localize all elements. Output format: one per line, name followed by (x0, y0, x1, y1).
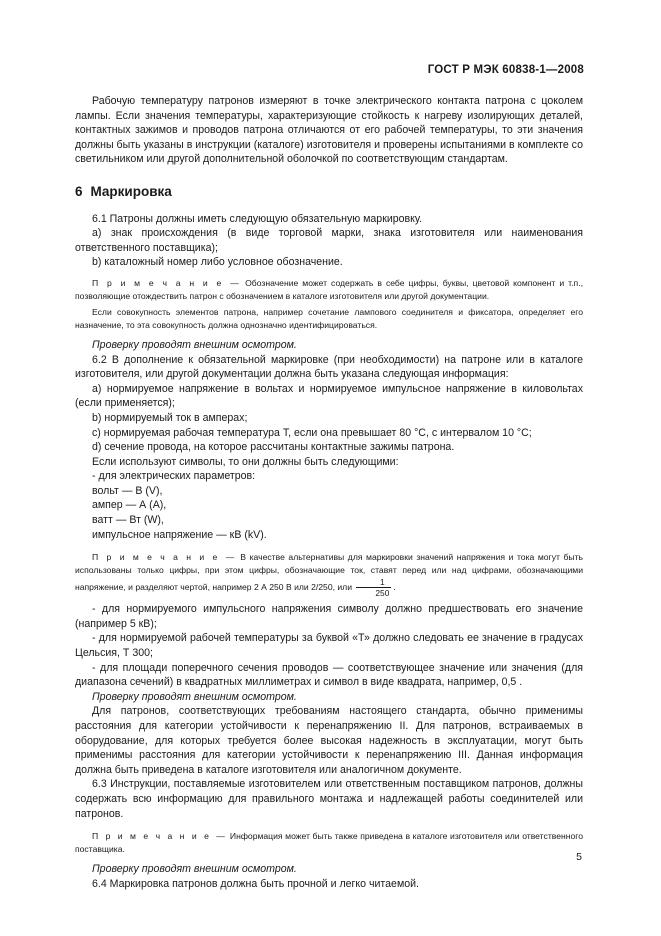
note-6-2 (75, 551, 583, 598)
clause-6-2: 6.2 В дополнение к обязательной маркировке (при необходимости) на патроне или в каталоге изготовителя, или другой документации должна быть указана следующая информация: (75, 353, 583, 381)
category-paragraph: Для патронов, соответствующих требованиям настоящего стандарта, обычно применимы расстояния для категории устойчивости к перенапряжению II. Для патронов, встраиваемых в оборудование, для которых требуется более высокая надежность в эксплуатации, могут быть применимы расстояния для категории устойчивости к перенапряжению III. Данная информация должна быть приведена в каталоге изготовителя или аналогичном документе. (75, 705, 583, 776)
clause-6-2-item-b: b) нормируемый ток в амперах; (92, 411, 248, 424)
note-6-1 (75, 277, 583, 303)
clause-6-4: 6.4 Маркировка патронов должна быть прочной и легко читаемой. (92, 877, 419, 890)
check-6-3: Проверку проводят внешним осмотром. (92, 863, 297, 876)
page-number: 5 (576, 851, 582, 863)
check-6-2: Проверку проводят внешним осмотром. (92, 690, 297, 703)
note-end: . (393, 582, 396, 593)
symbol-impulse: импульсное напряжение — кВ (kV). (92, 528, 267, 541)
intro-paragraph: Рабочую температуру патронов измеряют в точке электрического контакта патрона с цоколем лампы. Если значения температуры, характеризующие стойкость к нагреву изолирующих деталей, контактных зажимов и проводов патрона отличаются от его рабочей температуры, то эти значения должны быть указаны в инструкции (каталоге) изготовителя и проверены испытаниями в комплекте со светильником или другой дополнительной оболочкой по соответствующим стандартам. (75, 95, 583, 166)
section-title: Маркировка (90, 183, 172, 199)
clause-6-1: 6.1 Патроны должны иметь следующую обязательную маркировку. (92, 212, 423, 225)
impulse-rule: - для нормируемого импульсного напряжения символу должно предшествовать его значение (например 5 кВ); (75, 603, 583, 630)
clause-6-1-item-a: a) знак происхождения (в виде торговой марки, знака изготовителя или наименования ответственного поставщика); (75, 227, 583, 254)
fraction (356, 577, 391, 598)
page-body (75, 94, 583, 891)
check-6-1: Проверку проводят внешним осмотром. (92, 338, 297, 351)
symbols-intro: Если используют символы, то они должны быть следующими: (92, 455, 399, 468)
fraction-numerator: 1 (356, 577, 391, 588)
electric-params: - для электрических параметров: (92, 470, 256, 483)
note-6-1-continued: Если совокупность элементов патрона, например сочетание лампового соединителя и фиксатора, определяет его назначение, то эта совокупность должна однозначно идентифицироваться. (75, 306, 583, 330)
note-label: П р и м е ч а н и е — (92, 277, 242, 288)
section-heading (75, 185, 583, 200)
note-text: Обозначение может содержать в себе цифры, буквы, цветовой компонент и т.п., позволяющие отождествить патрон с обозначением в каталоге изготовителя или другой документации. (75, 277, 583, 301)
clause-6-2-item-c: c) нормируемая рабочая температура Т, если она превышает 80 °С, с интервалом 10 °С; (92, 426, 532, 439)
section-number: 6 (75, 183, 83, 199)
note-text: В качестве альтернативы для маркировки значений напряжения и тока могут быть использованы только цифры, при этом цифры, обозначающие ток, ставят перед или над цифрами, обозначающими напряжение, и разделяют чертой, например 2 А 250 В или 2/250, или (75, 552, 584, 593)
symbol-amp: ампер — А (А), (92, 499, 167, 512)
temperature-rule: - для нормируемой рабочей температуры за буквой «Т» должно следовать ее значение в градусах Цельсия, Т 300; (75, 632, 583, 660)
fraction-denominator: 250 (375, 588, 390, 599)
note-6-3 (75, 830, 583, 856)
clause-6-3: 6.3 Инструкции, поставляемые изготовителем или ответственным поставщиком патронов, должны содержать всю информацию для правильного монтажа и надлежащей работы соединителей или патронов. (75, 778, 583, 820)
area-rule: - для площади поперечного сечения проводов — соответствующее значение или значения (для диапазона сечений) в квадратных миллиметрах и символ в виде квадрата, например, 0,5 . (75, 661, 583, 689)
note-text: Информация может быть также приведена в каталоге изготовителя или ответственного поставщика. (75, 831, 583, 855)
note-label: П р и м е ч а н и е — (92, 831, 228, 842)
symbol-volt: вольт — В (V), (92, 484, 163, 497)
standard-header: ГОСТ Р МЭК 60838-1—2008 (427, 64, 584, 76)
symbol-watt: ватт — Вт (W), (92, 514, 164, 527)
clause-6-1-item-b: b) каталожный номер либо условное обозначение. (92, 256, 343, 269)
clause-6-2-item-d: d) сечение провода, на которое рассчитаны контактные зажимы патрона. (92, 441, 455, 454)
clause-6-2-item-a: a) нормируемое напряжение в вольтах и нормируемое импульсное напряжение в киловольтах (если применяется); (75, 382, 583, 410)
note-label: П р и м е ч а н и е — (92, 552, 237, 563)
